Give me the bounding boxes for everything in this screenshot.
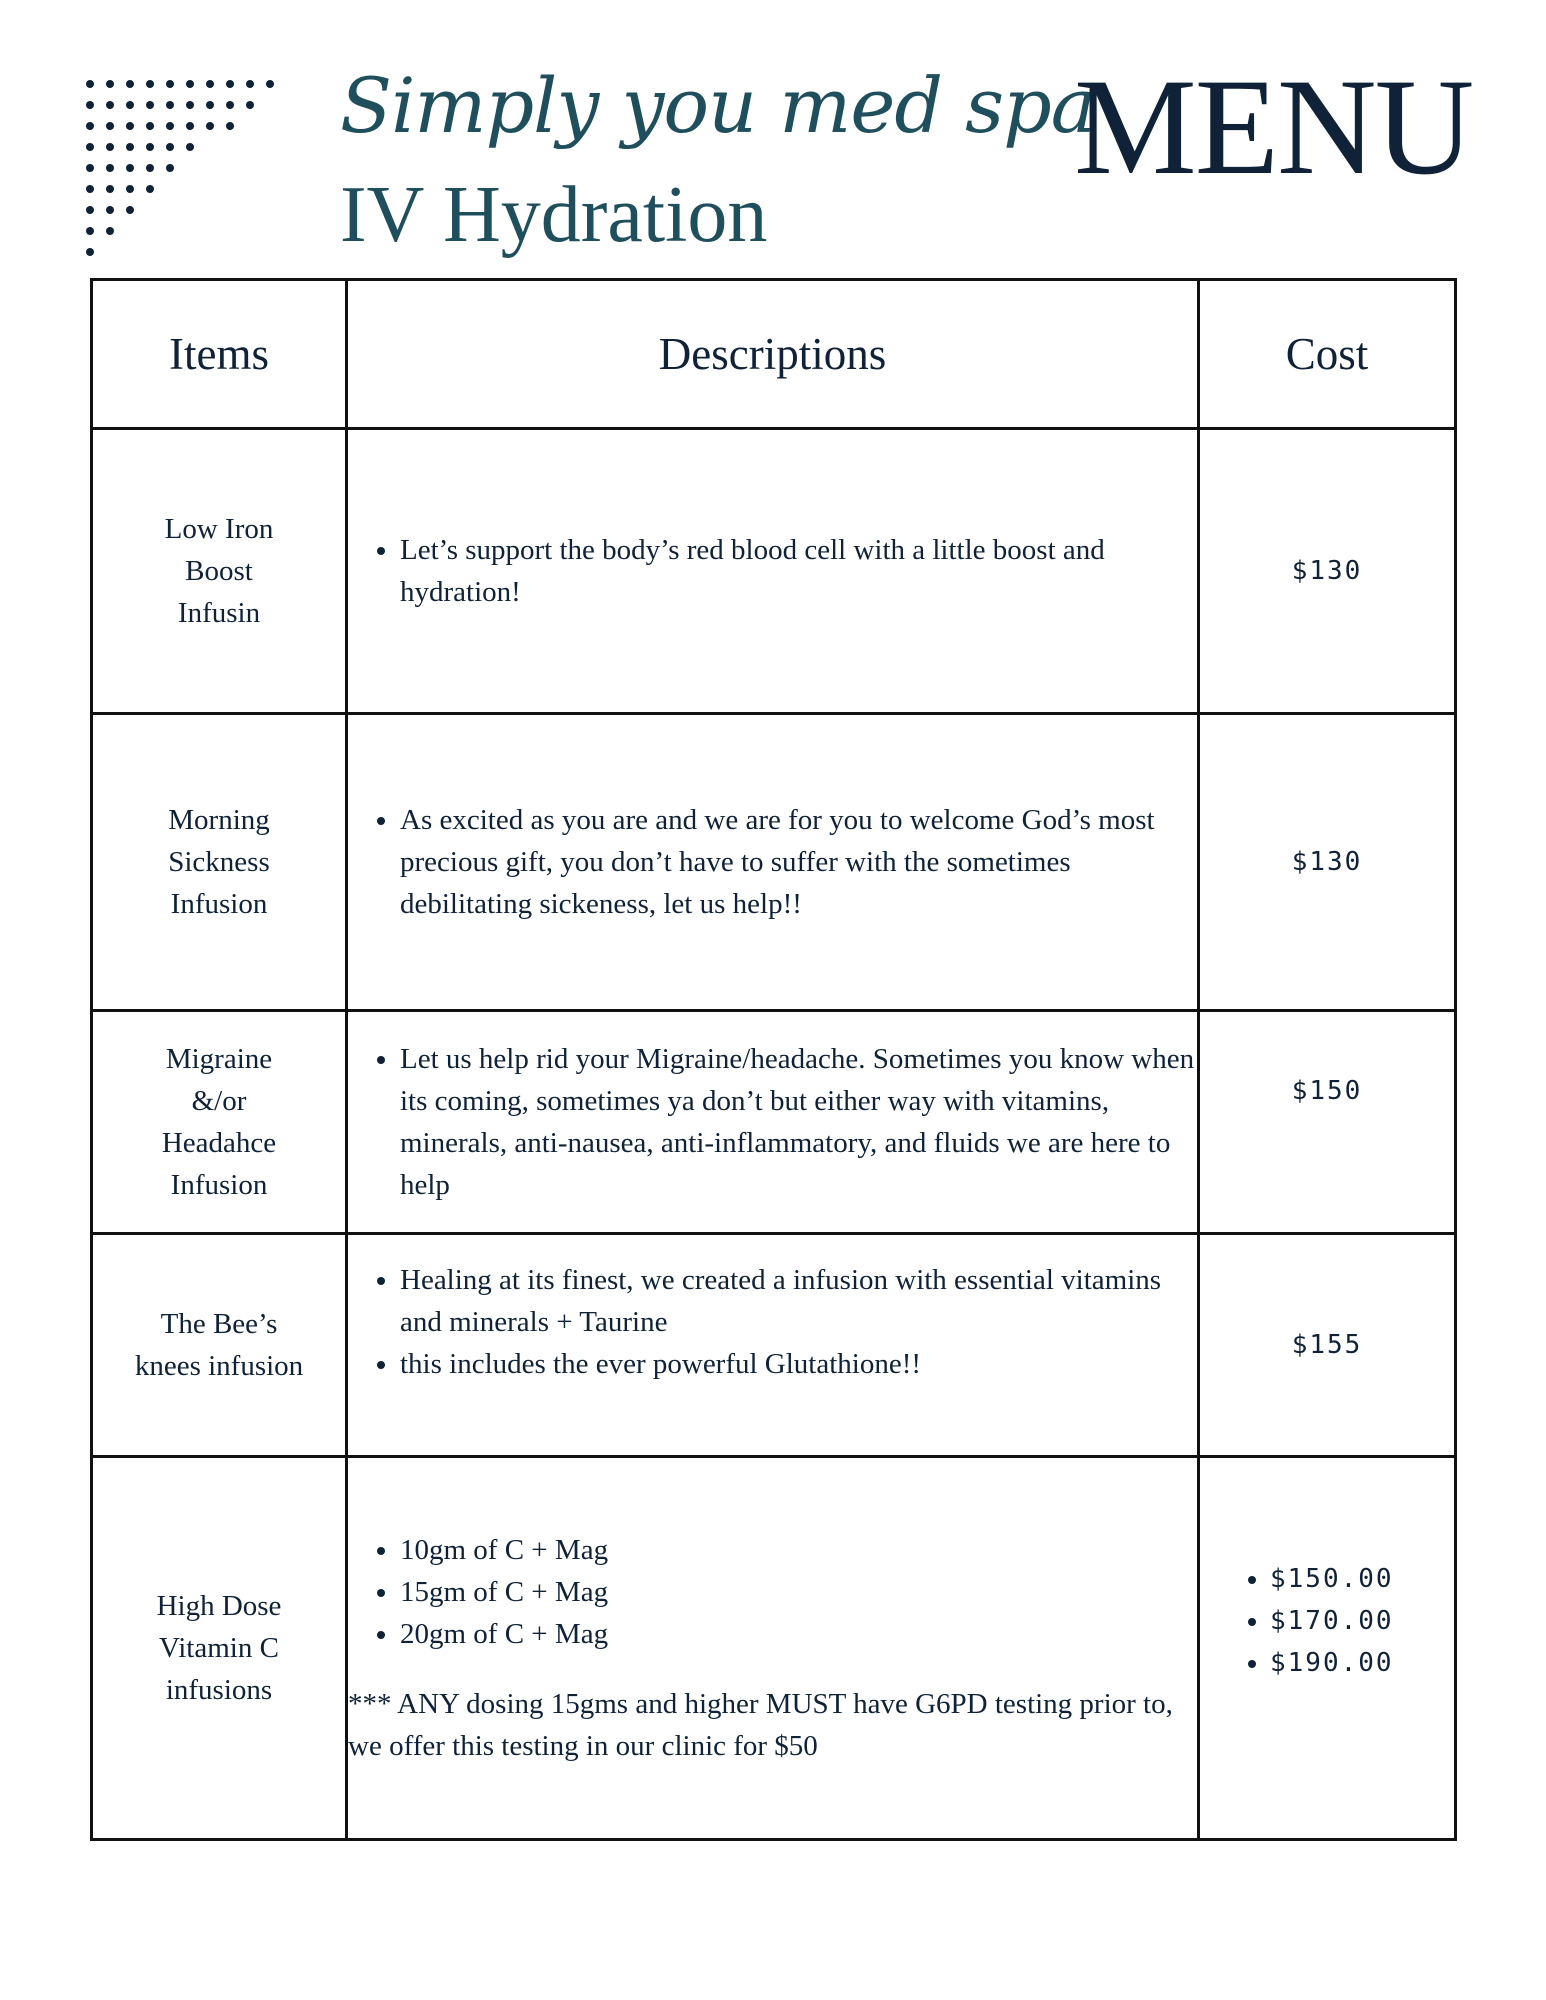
- cost-option: • $170.00: [1270, 1600, 1454, 1642]
- item-name-line: Low Iron: [164, 513, 274, 545]
- spa-name-logo: [336, 40, 1096, 190]
- item-name-line: &/or: [191, 1085, 247, 1117]
- item-name-line: knees infusion: [134, 1350, 304, 1382]
- decorative-dot: [86, 164, 94, 172]
- item-description: [347, 1234, 1199, 1457]
- decorative-dot: [106, 122, 114, 130]
- item-name-line: Migraine: [165, 1043, 273, 1075]
- page-subtitle: IV Hydration: [340, 171, 768, 259]
- decorative-dot: [126, 122, 134, 130]
- column-header-descriptions: Descriptions: [347, 280, 1199, 429]
- decorative-dot: [106, 80, 114, 88]
- item-cost: $130: [1199, 714, 1456, 1011]
- decorative-dot: [186, 122, 194, 130]
- decorative-dot: [126, 185, 134, 193]
- description-bullet: • 10gm of C + Mag: [400, 1529, 1197, 1571]
- menu-table: [90, 278, 1457, 1841]
- item-name: [92, 1011, 347, 1234]
- item-description: [347, 429, 1199, 714]
- decorative-dot: [226, 122, 234, 130]
- description-bullet: • Let’s support the body’s red blood cell with a little boost and hydration!: [400, 529, 1197, 613]
- table-row: [92, 1234, 1456, 1457]
- decorative-dot: [226, 80, 234, 88]
- decorative-dot: [86, 80, 94, 88]
- item-name-line: Infusion: [170, 1169, 268, 1201]
- item-name-line: High Dose: [156, 1590, 282, 1622]
- decorative-dot: [106, 164, 114, 172]
- item-name-line: Morning: [168, 804, 270, 836]
- decorative-dot: [206, 101, 214, 109]
- decorative-dot: [166, 80, 174, 88]
- decorative-dot: [86, 122, 94, 130]
- description-bullet: • As excited as you are and we are for you to welcome God’s most precious gift, you don’t have to suffer with the sometimes debilitating sickeness, let us help!!: [400, 799, 1197, 925]
- item-cost: $150: [1199, 1011, 1456, 1234]
- decorative-dot: [106, 206, 114, 214]
- item-name: [92, 714, 347, 1011]
- decorative-dot: [246, 80, 254, 88]
- decorative-dot: [166, 164, 174, 172]
- decorative-dot: [146, 185, 154, 193]
- decorative-dot: [106, 185, 114, 193]
- decorative-dot: [126, 143, 134, 151]
- decorative-dot: [86, 101, 94, 109]
- decorative-dot: [106, 227, 114, 235]
- decorative-dot: [186, 143, 194, 151]
- g6pd-testing-note: *** ANY dosing 15gms and higher MUST have G6PD testing prior to, we offer this testing in our clinic for $50: [348, 1688, 1173, 1762]
- item-name-line: Sickness: [168, 846, 270, 878]
- item-name: [92, 1457, 347, 1840]
- decorative-dot: [86, 185, 94, 193]
- description-bullet: • Let us help rid your Migraine/headache. Sometimes you know when its coming, sometimes ya don’t but either way with vitamins, minerals, anti-nausea, anti-inflammatory, and fluids we are here to help: [400, 1038, 1197, 1206]
- table-row: [92, 714, 1456, 1011]
- decorative-dot: [186, 80, 194, 88]
- decorative-dot: [246, 101, 254, 109]
- item-name: [92, 429, 347, 714]
- item-description: [347, 1011, 1199, 1234]
- decorative-dot: [86, 143, 94, 151]
- decorative-dot: [126, 80, 134, 88]
- table-row: [92, 1011, 1456, 1234]
- item-name: [92, 1234, 347, 1457]
- item-name-line: Infusion: [170, 888, 268, 920]
- item-description: [347, 1457, 1199, 1840]
- decorative-dot: [226, 101, 234, 109]
- cost-option: • $150.00: [1270, 1558, 1454, 1600]
- item-name-line: infusions: [165, 1674, 273, 1706]
- menu-title: MENU: [1074, 50, 1473, 203]
- description-bullet: • this includes the ever powerful Glutathione!!: [400, 1343, 1197, 1385]
- description-bullet: • 20gm of C + Mag: [400, 1613, 1197, 1655]
- decorative-dot: [266, 80, 274, 88]
- decorative-dot: [166, 122, 174, 130]
- decorative-dot: [126, 206, 134, 214]
- decorative-dot: [146, 122, 154, 130]
- decorative-dot: [106, 101, 114, 109]
- decorative-dot: [126, 164, 134, 172]
- decorative-dot: [126, 101, 134, 109]
- decorative-dot: [206, 122, 214, 130]
- item-name-line: Vitamin C: [159, 1632, 279, 1664]
- cost-option: • $190.00: [1270, 1642, 1454, 1684]
- decorative-dot: [166, 143, 174, 151]
- item-name-line: Infusin: [177, 597, 261, 629]
- decorative-dot-pattern: [86, 80, 292, 280]
- decorative-dot: [146, 101, 154, 109]
- decorative-dot: [146, 164, 154, 172]
- decorative-dot: [146, 143, 154, 151]
- description-bullet: • Healing at its finest, we created a infusion with essential vitamins and minerals + Taurine: [400, 1259, 1197, 1343]
- item-cost: $130: [1199, 429, 1456, 714]
- item-cost-list: [1199, 1457, 1456, 1840]
- item-description: [347, 714, 1199, 1011]
- item-name-line: Headahce: [161, 1127, 277, 1159]
- table-header-row: [92, 280, 1456, 429]
- column-header-cost: Cost: [1199, 280, 1456, 429]
- decorative-dot: [86, 227, 94, 235]
- table-row: [92, 1457, 1456, 1840]
- item-cost: $155: [1199, 1234, 1456, 1457]
- table-row: [92, 429, 1456, 714]
- column-header-items: Items: [92, 280, 347, 429]
- decorative-dot: [106, 143, 114, 151]
- decorative-dot: [166, 101, 174, 109]
- item-name-line: Boost: [185, 555, 253, 587]
- decorative-dot: [86, 248, 94, 256]
- description-bullet: • 15gm of C + Mag: [400, 1571, 1197, 1613]
- decorative-dot: [186, 101, 194, 109]
- decorative-dot: [146, 80, 154, 88]
- spa-name: Simply you med spa: [340, 61, 1096, 150]
- item-name-line: The Bee’s: [160, 1308, 278, 1340]
- decorative-dot: [206, 80, 214, 88]
- decorative-dot: [86, 206, 94, 214]
